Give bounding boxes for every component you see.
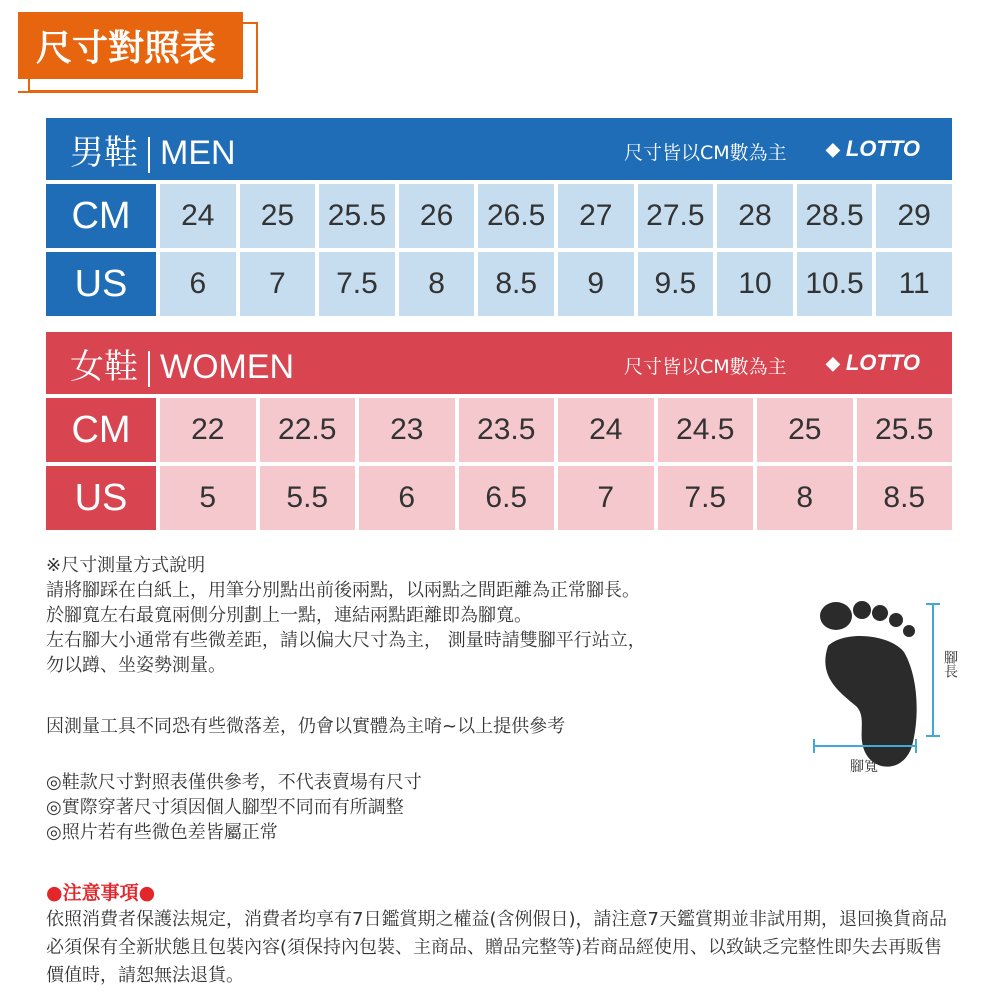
men-us-label: US [46, 252, 156, 316]
warning-body: 依照消費者保護法規定，消費者均享有7日鑑賞期之權益(含例假日)，請注意7天鑑賞期並非試用期，退回換貨商品必須保有全新狀態且包裝內容(須保持內包裝、主商品、贈品完整等)若商品經使用、以致缺乏完整性即失去再販售價值時，請恕無法退貨。 [46, 909, 947, 986]
lotto-logo [826, 136, 920, 162]
women-us-row [46, 466, 952, 530]
men-cm-cell: 25 [240, 184, 316, 248]
page-title: 尺寸對照表 [18, 12, 243, 79]
men-us-cell: 10 [717, 252, 793, 316]
disclaimers [46, 770, 422, 845]
foot-width-label: 腳寬 [850, 759, 878, 775]
measure-line: 勿以蹲、坐姿勢測量。 [46, 655, 226, 676]
women-us-cell: 6.5 [459, 466, 555, 530]
foot-measure-diagram [808, 596, 968, 776]
men-us-cell: 8.5 [478, 252, 554, 316]
men-cm-cell: 27 [558, 184, 634, 248]
women-cm-row [46, 398, 952, 462]
women-cm-cell: 24 [558, 398, 654, 462]
men-unit-note: 尺寸皆以CM數為主 [624, 142, 787, 164]
women-cm-cell: 25 [757, 398, 853, 462]
lotto-logo-text: LOTTO [845, 136, 920, 161]
divider [148, 351, 150, 387]
disclaimer-line: ◎實際穿著尺寸須因個人腳型不同而有所調整 [46, 797, 404, 818]
men-us-cell: 9 [558, 252, 634, 316]
men-title [46, 125, 236, 174]
women-cm-cell: 23.5 [459, 398, 555, 462]
divider [148, 137, 150, 173]
men-header [46, 118, 952, 180]
men-cm-cell: 26 [399, 184, 475, 248]
measure-tolerance: 因測量工具不同恐有些微落差，仍會以實體為主唷~以上提供參考 [46, 716, 566, 737]
women-us-cell: 7.5 [658, 466, 754, 530]
women-cm-cell: 22 [160, 398, 256, 462]
women-title [46, 339, 294, 388]
men-title-zh: 男鞋 [70, 133, 138, 172]
men-cm-cell: 28.5 [797, 184, 873, 248]
lotto-diamond-icon: ◆ [826, 352, 840, 373]
title-underline [18, 91, 258, 93]
men-us-cell: 8 [399, 252, 475, 316]
measure-instructions [46, 553, 646, 678]
women-title-zh: 女鞋 [70, 347, 138, 386]
men-cm-cell: 28 [717, 184, 793, 248]
women-us-cell: 8 [757, 466, 853, 530]
men-us-cell: 7 [240, 252, 316, 316]
women-cm-cell: 25.5 [857, 398, 953, 462]
foot-length-label: 腳長 [942, 650, 958, 678]
warning-title: ●注意事項● [46, 882, 156, 904]
men-cm-cell: 25.5 [319, 184, 395, 248]
men-us-row [46, 252, 952, 316]
women-title-en: WOMEN [160, 347, 295, 386]
women-cm-cell: 24.5 [658, 398, 754, 462]
men-us-cell: 7.5 [319, 252, 395, 316]
women-cm-cell: 22.5 [260, 398, 356, 462]
men-us-cell: 6 [160, 252, 236, 316]
length-line-icon [926, 604, 940, 736]
measure-line: 左右腳大小通常有些微差距，請以偏大尺寸為主， 測量時請雙腳平行站立， [46, 630, 646, 651]
women-us-cell: 7 [558, 466, 654, 530]
men-cm-cell: 26.5 [478, 184, 554, 248]
measure-line: 於腳寬左右最寬兩側分別劃上一點，連結兩點距離即為腳寬。 [46, 605, 532, 626]
women-cm-cell: 23 [359, 398, 455, 462]
women-us-cell: 6 [359, 466, 455, 530]
men-cm-row [46, 184, 952, 248]
men-cm-cell: 27.5 [638, 184, 714, 248]
measure-line: 請將腳踩在白紙上，用筆分別點出前後兩點，以兩點之間距離為正常腳長。 [46, 580, 640, 601]
men-us-cell: 10.5 [797, 252, 873, 316]
women-us-cell: 8.5 [857, 466, 953, 530]
men-us-cell: 9.5 [638, 252, 714, 316]
men-cm-cell: 24 [160, 184, 236, 248]
footprint-icon [820, 601, 917, 767]
men-size-table [46, 118, 952, 316]
measure-heading: ※尺寸測量方式說明 [46, 555, 206, 576]
men-cm-cell: 29 [876, 184, 952, 248]
women-size-table [46, 332, 952, 530]
lotto-logo [826, 350, 920, 376]
lotto-diamond-icon: ◆ [826, 138, 840, 159]
disclaimer-line: ◎照片若有些微色差皆屬正常 [46, 822, 278, 843]
men-us-cell: 11 [876, 252, 952, 316]
women-unit-note: 尺寸皆以CM數為主 [624, 356, 787, 378]
men-title-en: MEN [160, 133, 236, 172]
disclaimer-line: ◎鞋款尺寸對照表僅供參考，不代表賣場有尺寸 [46, 772, 422, 793]
lotto-logo-text: LOTTO [845, 350, 920, 375]
women-us-label: US [46, 466, 156, 530]
men-cm-label: CM [46, 184, 156, 248]
women-cm-label: CM [46, 398, 156, 462]
women-header [46, 332, 952, 394]
women-us-cell: 5 [160, 466, 256, 530]
women-us-cell: 5.5 [260, 466, 356, 530]
